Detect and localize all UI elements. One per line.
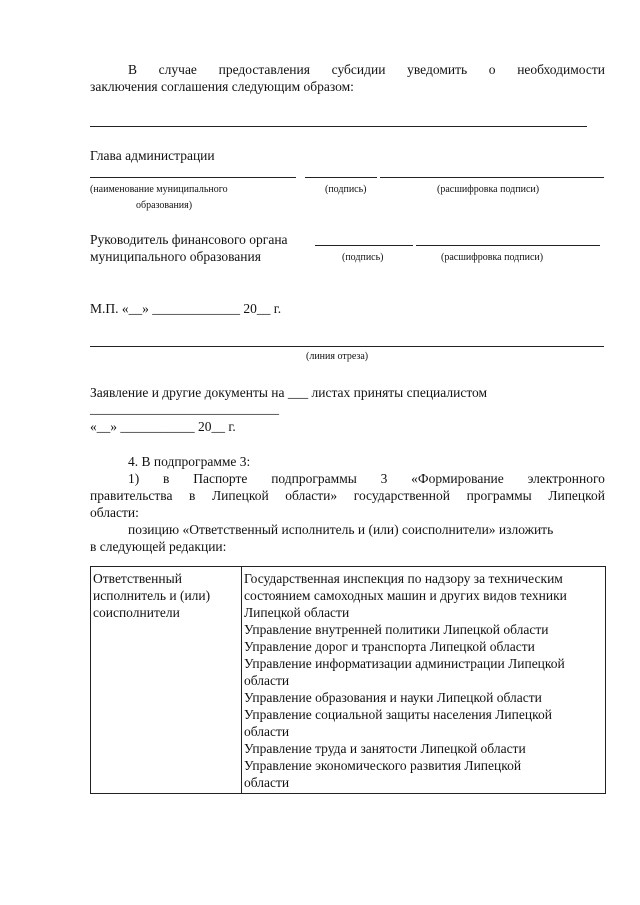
word: электронного xyxy=(527,471,605,486)
sub3-p1-line3: области: xyxy=(90,505,139,520)
cell-line: Управление социальной защиты населения Липецкой xyxy=(244,707,552,722)
cut-line-label: (линия отреза) xyxy=(306,351,369,362)
cell-line: области xyxy=(244,724,290,739)
cell-line: Государственная инспекция по надзору за техническим xyxy=(244,571,563,586)
cell-line: Управление труда и занятости Липецкой области xyxy=(244,741,526,756)
caption-decode: (расшифровка подписи) xyxy=(437,184,540,195)
signature-line-decode xyxy=(380,177,604,178)
cut-line xyxy=(90,346,604,347)
cell-line: Управление внутренней политики Липецкой области xyxy=(244,622,549,637)
word: В xyxy=(128,62,138,77)
cell-line: области xyxy=(244,673,290,688)
receipt-line3: «__» ___________ 20__ г. xyxy=(90,419,236,434)
finance-decode-line xyxy=(416,245,600,246)
word: уведомить xyxy=(407,62,468,77)
sub3-p1-line1 xyxy=(128,470,605,487)
word: подпрограммы xyxy=(271,471,357,486)
word: предоставления xyxy=(218,62,310,77)
word: в xyxy=(163,471,170,486)
caption-signature: (подпись) xyxy=(325,184,367,195)
cell-line: состоянием самоходных машин и других видов техники xyxy=(244,588,567,603)
sub3-p1-line2 xyxy=(90,487,605,504)
word: субсидии xyxy=(331,62,386,77)
word: «Формирование xyxy=(411,471,504,486)
finance-head-line1: Руководитель финансового органа xyxy=(90,232,288,247)
word: Липецкой xyxy=(548,488,605,503)
cell-line: Управление информатизации администрации Липецкой xyxy=(244,656,565,671)
finance-caption-decode: (расшифровка подписи) xyxy=(441,252,544,263)
signature-line-sign xyxy=(305,177,377,178)
finance-head-line2: муниципального образования xyxy=(90,249,261,264)
cell-line: Управление экономического развития Липецкой xyxy=(244,758,522,773)
word: Паспорте xyxy=(193,471,248,486)
finance-sign-line xyxy=(315,245,413,246)
cell-line: Липецкой области xyxy=(244,605,350,620)
cell-line: соисполнители xyxy=(93,605,180,620)
word: Липецкой xyxy=(212,488,269,503)
table-row xyxy=(91,567,606,794)
para1-line2: заключения соглашения следующим образом: xyxy=(90,79,354,94)
word: правительства xyxy=(90,488,173,503)
word: государственной xyxy=(353,488,450,503)
word: необходимости xyxy=(517,62,605,77)
word: области» xyxy=(285,488,338,503)
finance-caption-signature: (подпись) xyxy=(342,252,384,263)
table-cell-label xyxy=(91,567,242,794)
receipt-line2: ____________________________ xyxy=(90,401,279,416)
para1-line1 xyxy=(128,61,605,78)
stamp-date-line: М.П. «__» _____________ 20__ г. xyxy=(90,301,282,316)
word: в xyxy=(189,488,196,503)
word: 3 xyxy=(380,471,388,486)
cell-line: области xyxy=(244,775,290,790)
sub3-heading: 4. В подпрограмме 3: xyxy=(128,454,251,469)
word: о xyxy=(488,62,496,77)
cell-line: Управление образования и науки Липецкой области xyxy=(244,690,542,705)
cell-line: исполнитель и (или) xyxy=(93,588,211,603)
cell-line: Ответственный xyxy=(93,571,182,586)
word: программы xyxy=(466,488,532,503)
table-cell-value xyxy=(242,567,606,794)
caption-name: (наименование муниципального xyxy=(90,184,228,195)
responsible-executors-table xyxy=(90,566,606,794)
receipt-line1: Заявление и другие документы на ___ листах приняты специалистом xyxy=(90,385,488,400)
word: случае xyxy=(158,62,197,77)
word: 1) xyxy=(128,471,140,486)
sub3-p2-line2: в следующей редакции: xyxy=(90,539,227,554)
caption-name-2: образования) xyxy=(136,200,193,211)
signature-line-name xyxy=(90,177,296,178)
sub3-p2-line1: позицию «Ответственный исполнитель и (или) соисполнители» изложить xyxy=(128,522,554,537)
blank-line xyxy=(90,126,587,127)
cell-line: Управление дорог и транспорта Липецкой области xyxy=(244,639,535,654)
head-admin-title: Глава администрации xyxy=(90,148,215,163)
